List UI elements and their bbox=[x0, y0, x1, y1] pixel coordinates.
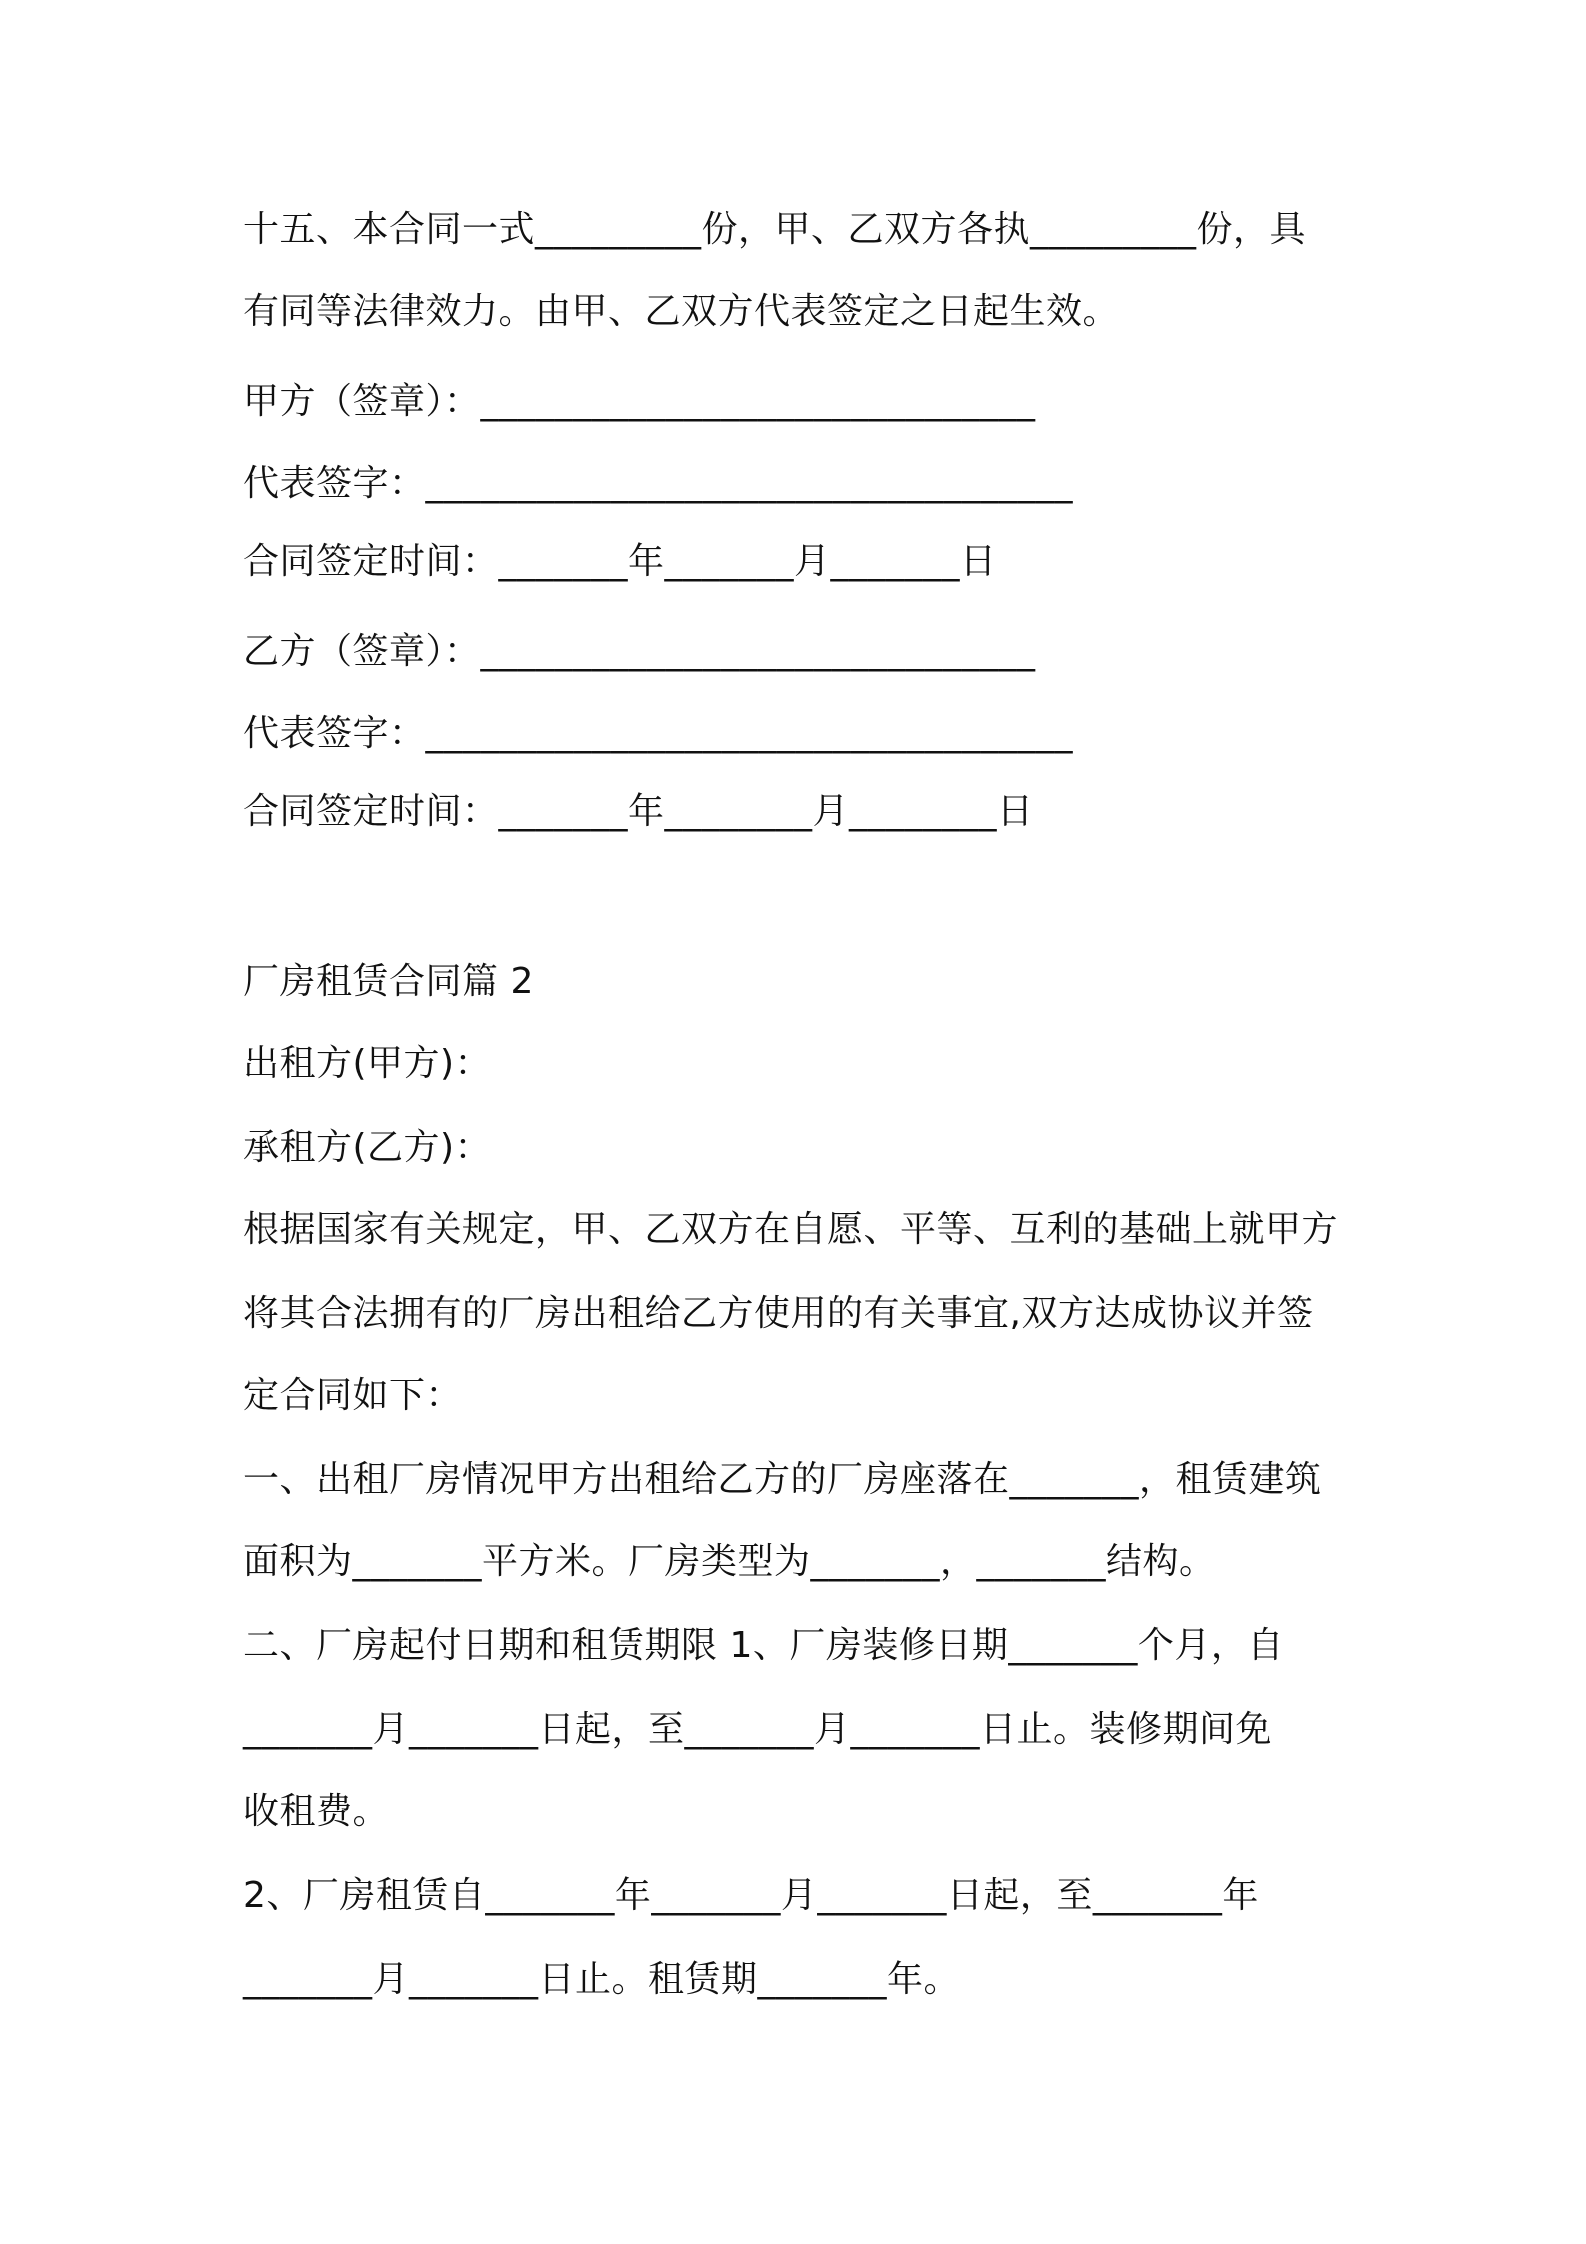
preamble-line-2: 将其合法拥有的厂房出租给乙方使用的有关事宜,双方达成协议并签 bbox=[243, 1293, 1314, 1334]
clause-2-2-line-2: _______月_______日止。租赁期_______年。 bbox=[243, 1959, 961, 2000]
party-a-seal-line: 甲方（签章）：______________________________ bbox=[243, 381, 1036, 422]
party-b-seal-line: 乙方（签章）：______________________________ bbox=[243, 631, 1036, 672]
clause-15-line-1: 十五、本合同一式_________份，甲、乙双方各执_________份，具 bbox=[243, 209, 1307, 250]
party-b-signing-date-line: 合同签定时间：_______年________月________日 bbox=[243, 791, 1034, 832]
section-heading: 厂房租赁合同篇 2 bbox=[243, 961, 534, 1002]
lessee-line: 承租方(乙方)： bbox=[243, 1127, 492, 1168]
clause-1-line-1: 一、出租厂房情况甲方出租给乙方的厂房座落在_______，租赁建筑 bbox=[243, 1459, 1322, 1500]
clause-15-line-2: 有同等法律效力。由甲、乙双方代表签定之日起生效。 bbox=[243, 291, 1120, 332]
preamble-line-3: 定合同如下： bbox=[243, 1375, 463, 1416]
party-a-signing-date-line: 合同签定时间：_______年_______月_______日 bbox=[243, 541, 997, 582]
clause-2-line-1: 二、厂房起付日期和租赁期限 1、厂房装修日期_______个月，自 bbox=[243, 1625, 1284, 1666]
clause-2-line-2: _______月_______日起，至_______月_______日止。装修期间免 bbox=[243, 1709, 1273, 1750]
party-b-representative-line: 代表签字：___________________________________ bbox=[243, 713, 1074, 754]
preamble-line-1: 根据国家有关规定，甲、乙双方在自愿、平等、互利的基础上就甲方 bbox=[243, 1209, 1339, 1250]
clause-2-line-3: 收租费。 bbox=[243, 1791, 390, 1832]
clause-2-2-line-1: 2、厂房租赁自_______年_______月_______日起，至_______年 bbox=[243, 1875, 1259, 1916]
lessor-line: 出租方(甲方)： bbox=[243, 1043, 492, 1084]
clause-1-line-2: 面积为_______平方米。厂房类型为_______，_______结构。 bbox=[243, 1541, 1216, 1582]
party-a-representative-line: 代表签字：___________________________________ bbox=[243, 463, 1074, 504]
